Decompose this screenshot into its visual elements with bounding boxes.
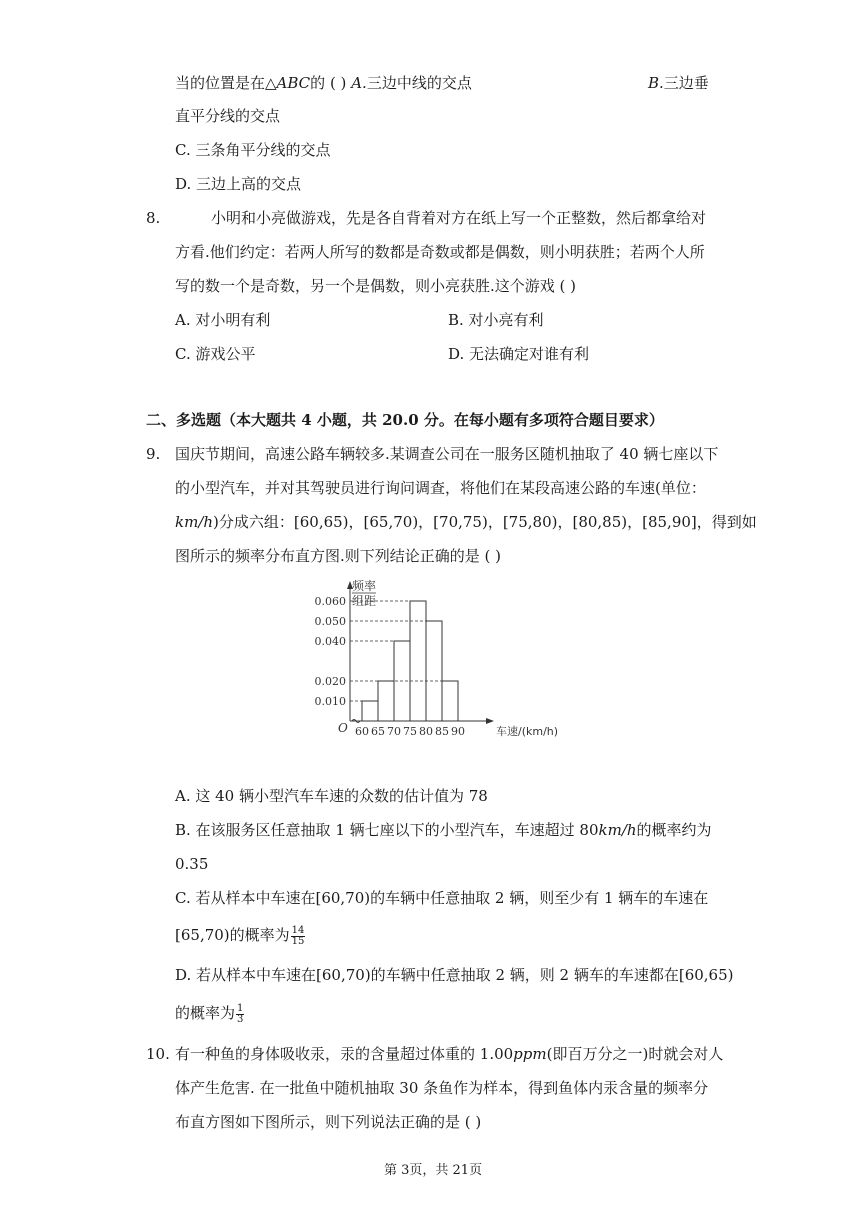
- q10-unit-math: ppm: [513, 1045, 547, 1063]
- q7-option-a-label: A.: [351, 74, 367, 92]
- q7-stem-prefix: 当的位置是在△: [175, 74, 277, 92]
- q8-line1: 小明和小亮做游戏，先是各自背着对方在纸上写一个正整数，然后都拿给对: [211, 209, 707, 227]
- q9-option-b-prefix: B. 在该服务区任意抽取 1 辆七座以下的小型汽车，车速超过 80: [175, 821, 599, 839]
- q9-option-c-line1: C. 若从样本中车速在[60,70)的车辆中任意抽取 2 辆，则至少有 1 辆车的车速在: [175, 889, 709, 907]
- frequency-histogram: [300, 575, 559, 745]
- x-tick-label: 65: [371, 725, 385, 738]
- q7-stem-suffix: 的 ( ): [310, 74, 347, 92]
- page-footer: 第 3页，共 21页: [384, 1163, 483, 1178]
- q7-option-b-line1: [648, 72, 709, 94]
- q8-option-b: B. 对小亮有利: [448, 311, 544, 329]
- q10-line1: [175, 1043, 723, 1065]
- q7-option-c: C. 三条角平分线的交点: [175, 141, 331, 159]
- q8-line3: 写的数一个是奇数，另一个是偶数，则小亮获胜.这个游戏 ( ): [175, 277, 577, 295]
- y-tick-label: 0.010: [314, 695, 346, 708]
- q7-line1: [175, 72, 472, 94]
- fraction-denominator: 3: [237, 1013, 244, 1025]
- q8-option-a: A. 对小明有利: [175, 311, 271, 329]
- x-tick-label: 60: [355, 725, 369, 738]
- x-tick-label: 75: [403, 725, 417, 738]
- x-tick-label: 90: [451, 725, 465, 738]
- q9-number: 9.: [146, 445, 161, 463]
- histogram-bar: [426, 621, 442, 721]
- q9-option-c-fraction: [291, 926, 306, 947]
- histogram-bar: [362, 701, 378, 721]
- q10-line3: 布直方图如下图所示，则下列说法正确的是 ( ): [175, 1113, 482, 1131]
- q9-option-a: A. 这 40 辆小型汽车车速的众数的估计值为 78: [175, 787, 488, 805]
- x-axis-arrow: [486, 718, 494, 724]
- q9-line3: [175, 511, 757, 533]
- q7-option-b-label: B.: [648, 74, 664, 92]
- histogram-bar: [378, 681, 394, 721]
- histogram-bar: [410, 601, 426, 721]
- q9-line2: 的小型汽车，并对其驾驶员进行询问调查，将他们在某段高速公路的车速(单位：: [175, 479, 706, 497]
- q7-option-d: D. 三边上高的交点: [175, 175, 302, 193]
- q9-option-d-fraction: [236, 1004, 244, 1025]
- fraction-numerator: 1: [237, 1002, 244, 1014]
- q9-option-c-prefix: [65,70)的概率为: [175, 926, 290, 944]
- q9-line3-rest: )分成六组：[60,65)，[65,70)，[70,75)，[75,80)，[80,85)，[85,90]，得到如: [213, 513, 757, 531]
- q10-line1-prefix: 有一种鱼的身体吸收汞，汞的含量超过体重的 1.00: [175, 1045, 514, 1063]
- y-tick-label: 0.040: [314, 635, 346, 648]
- q7-triangle-math: ABC: [276, 74, 311, 92]
- fraction-numerator: 14: [291, 924, 305, 936]
- origin-label: O: [338, 721, 348, 735]
- q7-option-a-text: 三边中线的交点: [366, 74, 472, 92]
- q10-line2: 体产生危害. 在一批鱼中随机抽取 30 条鱼作为样本，得到鱼体内汞含量的频率分: [175, 1079, 709, 1097]
- y-axis-label-bottom: 组距: [351, 594, 377, 608]
- x-axis-label: 车速/(km/h): [496, 725, 559, 738]
- q9-option-b-line2: 0.35: [175, 855, 209, 873]
- q9-option-b-unit: km/h: [598, 821, 637, 839]
- q9-option-d-prefix: 的概率为: [175, 1004, 236, 1022]
- y-axis-label-top: 频率: [351, 579, 377, 593]
- q9-option-b-line1: [175, 819, 712, 841]
- q9-line1: 国庆节期间，高速公路车辆较多.某调查公司在一服务区随机抽取了 40 辆七座以下: [175, 445, 719, 463]
- q10-line1-suffix: (即百万分之一)时就会对人: [546, 1045, 724, 1063]
- q7-option-b-text-part2: 直平分线的交点: [175, 107, 281, 125]
- q7-option-b-text-part1: 三边垂: [663, 74, 709, 92]
- q9-option-c-line2: [175, 924, 305, 947]
- q9-option-d-line2: [175, 1002, 244, 1025]
- q8-option-d: D. 无法确定对谁有利: [448, 345, 590, 363]
- q9-line4: 图所示的频率分布直方图.则下列结论正确的是 ( ): [175, 547, 502, 565]
- x-tick-label: 85: [435, 725, 449, 738]
- x-tick-label: 80: [419, 725, 433, 738]
- y-tick-label: 0.050: [314, 615, 346, 628]
- q10-number: 10.: [146, 1045, 170, 1063]
- fraction-denominator: 15: [291, 935, 305, 947]
- section-heading: 二、多选题（本大题共 4 小题，共 20.0 分。在每小题有多项符合题目要求）: [146, 411, 664, 429]
- q8-number: 8.: [146, 209, 161, 227]
- q8-option-c: C. 游戏公平: [175, 345, 256, 363]
- q9-option-b-suffix: 的概率约为: [636, 821, 712, 839]
- y-tick-label: 0.060: [314, 595, 346, 608]
- x-tick-label: 70: [387, 725, 401, 738]
- q9-unit-math: km/h: [175, 513, 214, 531]
- q9-option-d-line1: D. 若从样本中车速在[60,70)的车辆中任意抽取 2 辆，则 2 辆车的车速都在[60,65): [175, 966, 734, 984]
- histogram-bar: [442, 681, 458, 721]
- y-tick-label: 0.020: [314, 675, 346, 688]
- q8-line2: 方看.他们约定：若两人所写的数都是奇数或都是偶数，则小明获胜；若两个人所: [175, 243, 705, 261]
